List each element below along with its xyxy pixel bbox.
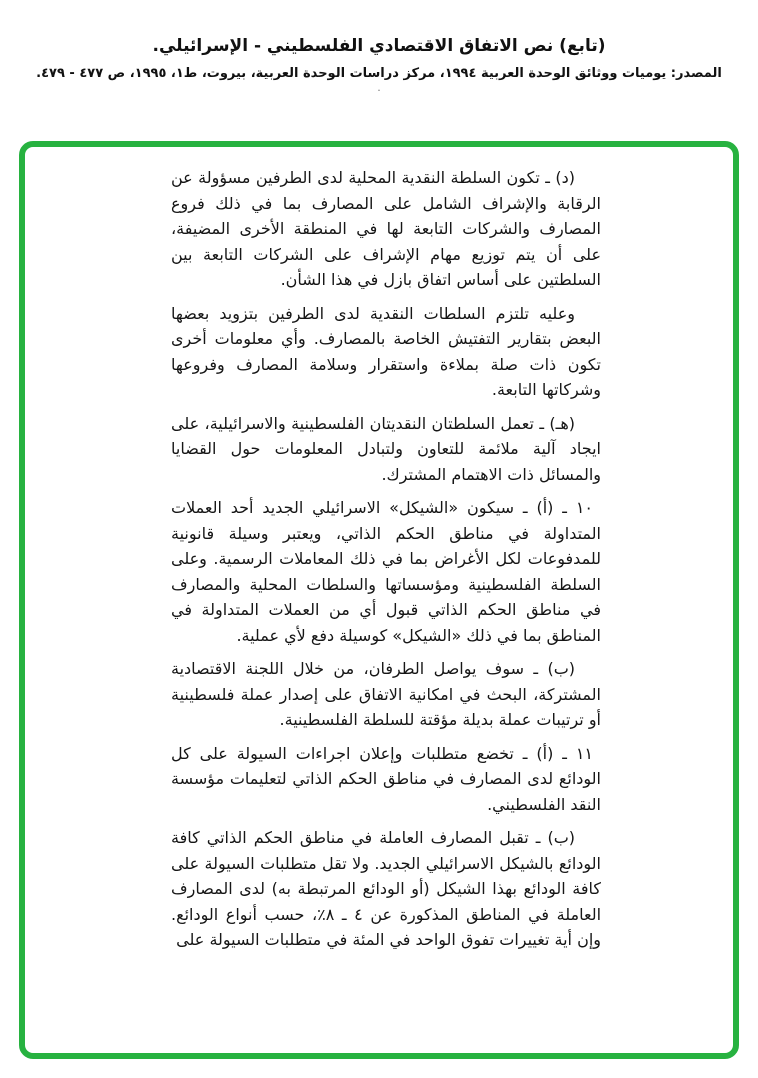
paragraph-11-b: (ب) ـ تقبل المصارف العاملة في مناطق الحكم الذاتي كافة الودائع بالشيكل الاسرائيلي الجديد. ولا تقل متطلبات السيولة على كافة الودائع بهذا الشيكل (أو الودائع المرتبطة به) لدى المصارف العاملة في المناطق المذكورة عن ٤ ـ ٨٪، حسب أنواع الودائع. وإن أية تغييرات تفوق الواحد في المئة في متطلبات السيولة على <box>171 828 602 949</box>
paragraph-d: (د) ـ تكون السلطة النقدية المحلية لدى الطرفين مسؤولة عن الرقابة والإشراف الشامل على المصارف بما في ذلك فروع المصارف والشركات التابعة لها في المنطقة الأخرى المضيفة، على أن يتم توزيع مهام الإشراف على الشركات التابعة بين السلطتين على أساس اتفاق بازل في هذا الشأن. <box>171 168 601 289</box>
source-citation: المصدر: يوميات ووثائق الوحدة العربية ١٩٩٤، مركز دراسات الوحدة العربية، بيروت، ط١، ١٩٩٥، ص ٤٧٧ - ٤٧٩. <box>36 66 722 81</box>
separator-dot: . <box>377 81 381 94</box>
paragraph-h: (هـ) ـ تعمل السلطتان النقديتان الفلسطينية والاسرائيلية، على ايجاد آلية ملائمة للتعاون ولتبادل المعلومات حول القضايا والمسائل ذات الاهتمام المشترك. <box>171 413 601 484</box>
paragraph-continuation: وعليه تلتزم السلطات النقدية لدى الطرفين بتزويد بعضها البعض بتقارير التفتيش الخاصة بالمصارف. وأي معلومات أخرى تكون ذات صلة بملاءة واستقرار وسلامة المصارف وفروعها وشركاتها التابعة. <box>171 303 601 399</box>
paragraph-11-a: ١١ ـ (أ) ـ تخضع متطلبات وإعلان اجراءات السيولة على كل الودائع لدى المصارف في مناطق الحكم الذاتي لتعليمات مؤسسة النقد الفلسطيني. <box>171 743 601 814</box>
page-header <box>0 0 758 92</box>
paragraph-10-a: ١٠ ـ (أ) ـ سيكون «الشيكل» الاسرائيلي الجديد أحد العملات المتداولة في مناطق الحكم الذاتي، ويعتبر وسيلة قانونية للمدفوعات لكل الأغراض بما في ذلك المعاملات الرسمية. وعلى السلطة الفلسطينية ومؤسساتها والسلطات المحلية والمصارف في مناطق الحكم الذاتي قبول أي من العملات المتداولة في المناطق بما في ذلك «الشيكل» كوسيلة دفع لأي عملية. <box>171 498 601 645</box>
body-text <box>25 147 733 953</box>
paragraph-10-b: (ب) ـ سوف يواصل الطرفان، من خلال اللجنة الاقتصادية المشتركة، البحث في امكانية الاتفاق على إصدار عملة فلسطينية أو ترتيبات عملة بديلة مؤقتة للسلطة الفلسطينية. <box>171 659 601 729</box>
highlight-border-box <box>19 141 739 1059</box>
document-title: (تابع) نص الاتفاق الاقتصادي الفلسطيني - الإسرائيلي. <box>152 36 606 56</box>
